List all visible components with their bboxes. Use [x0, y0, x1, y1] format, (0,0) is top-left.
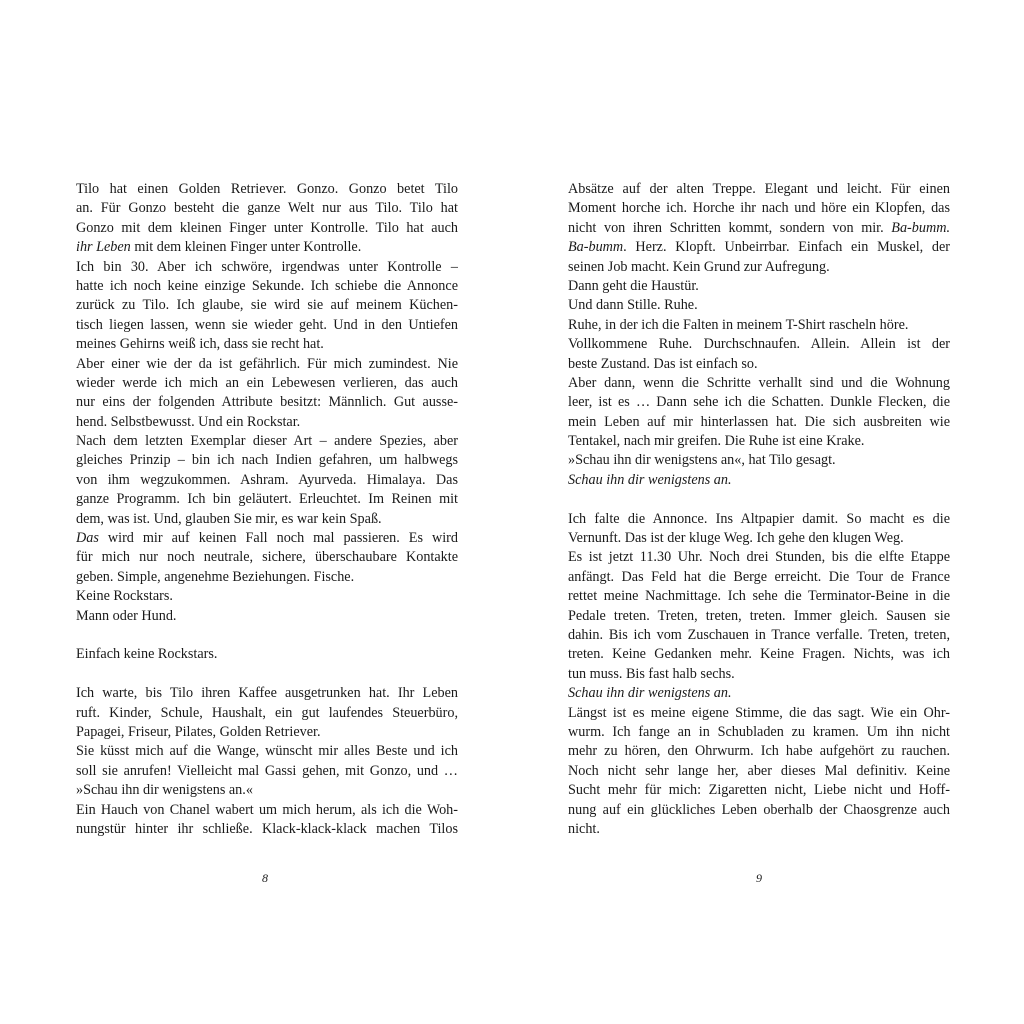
text-segment: nungstür hinter ihr schließe. Klack-klack-klack machen Tilos: [76, 820, 458, 837]
text-line: [568, 684, 950, 703]
text-segment: hend. Selbstbewusst. Und ein Rockstar.: [76, 413, 301, 430]
text-line: [76, 355, 458, 374]
text-line: [76, 742, 458, 761]
text-line: [568, 704, 950, 723]
text-line: [76, 296, 458, 315]
text-line: [76, 510, 458, 529]
text-line: [76, 258, 458, 277]
text-line: [568, 471, 950, 490]
text-segment: Ein Hauch von Chanel wabert um mich herum, als ich die Woh-: [76, 801, 458, 818]
blank-line: [568, 490, 950, 509]
text-segment: Sucht mehr für mich: Zigaretten nicht, Liebe nicht und Hoff-: [568, 782, 950, 799]
text-segment: leer, ist es … Dann sehe ich die Schatten. Dunkle Flecken, die: [568, 394, 950, 411]
text-segment: seinen Job macht. Kein Grund zur Aufregung.: [568, 258, 830, 275]
text-segment: ruft. Kinder, Schule, Haushalt, ein gut laufendes Steuerbüro,: [76, 704, 458, 721]
text-segment: Es ist jetzt 11.30 Uhr. Noch drei Stunden, bis die elfte Etappe: [568, 549, 950, 566]
left-page-number: 8: [262, 871, 268, 885]
text-segment: Ich bin 30. Aber ich schwöre, irgendwas unter Kontrolle –: [76, 258, 458, 275]
text-segment: Einfach keine Rockstars.: [76, 646, 218, 663]
text-segment: tisch liegen lassen, wenn sie wieder geht. Und in den Untiefen: [76, 316, 458, 333]
text-line: [568, 587, 950, 606]
text-line: [76, 529, 458, 548]
text-line: [76, 607, 458, 626]
text-line: [568, 355, 950, 374]
right-page-number: 9: [756, 871, 762, 885]
text-line: [568, 801, 950, 820]
text-segment: wieder werde ich mich an ein Lebewesen verlieren, das auch: [76, 374, 458, 391]
text-segment: ganze Programm. Ich bin geläutert. Erleuchtet. Im Reinen mit: [76, 491, 458, 508]
text-line: [568, 510, 950, 529]
text-segment: mehr zu hören, den Ohrwurm. Ich habe aufgehört zu rauchen.: [568, 743, 950, 760]
text-line: [76, 238, 458, 257]
text-line: [568, 451, 950, 470]
text-line: [76, 490, 458, 509]
text-segment: Moment horche ich. Horche ihr nach und höre ein Klopfen, das: [568, 200, 950, 217]
text-line: [568, 413, 950, 432]
text-line: [76, 781, 458, 800]
text-line: [76, 180, 458, 199]
text-line: [568, 607, 950, 626]
text-line: [76, 432, 458, 451]
text-segment: Nach dem letzten Exemplar dieser Art – andere Spezies, aber: [76, 433, 458, 450]
text-segment: . Herz. Klopft. Unbeirrbar. Einfach ein Muskel, der: [623, 239, 950, 256]
text-segment: Vollkommene Ruhe. Durchschnaufen. Allein. Allein ist der: [568, 336, 950, 353]
text-segment: anfängt. Das Feld hat die Berge erreicht. Die Tour de France: [568, 568, 950, 585]
blank-line: [76, 626, 458, 645]
text-segment: Pedale treten. Treten, treten, treten. Immer gleich. Sausen sie: [568, 607, 950, 624]
text-segment: Absätze auf der alten Treppe. Elegant und leicht. Für einen: [568, 181, 950, 197]
text-line: [568, 180, 950, 199]
text-line: [76, 587, 458, 606]
text-line: [568, 199, 950, 218]
italic-text: Ba-bumm.: [891, 219, 950, 236]
text-segment: soll sie anrufen! Vielleicht mal Gassi gehen, mit Gonzo, und …: [76, 762, 458, 779]
text-segment: Tilo hat einen Golden Retriever. Gonzo. Gonzo betet Tilo: [76, 181, 458, 197]
text-segment: beste Zustand. Das ist einfach so.: [568, 355, 758, 372]
text-segment: für mich nur noch neutrale, sichere, überschaubare Kontakte: [76, 549, 458, 566]
text-line: [76, 568, 458, 587]
text-segment: dem, was ist. Und, glauben Sie mir, es war kein Spaß.: [76, 510, 382, 527]
text-line: [76, 645, 458, 664]
text-line: [76, 723, 458, 742]
text-line: [568, 529, 950, 548]
text-line: [76, 316, 458, 335]
text-segment: »Schau ihn dir wenigstens an.«: [76, 782, 253, 799]
italic-text: Ba-bumm: [568, 239, 624, 256]
italic-text: Schau ihn dir wenigstens an.: [568, 685, 732, 702]
right-page-text: [568, 180, 950, 839]
text-segment: Aber dann, wenn die Schritte verhallt sind und die Wohnung: [568, 374, 950, 391]
text-segment: gleiches Prinzip – bin ich nach Indien gefahren, um halbwegs: [76, 452, 458, 469]
text-line: [76, 684, 458, 703]
text-line: [76, 801, 458, 820]
text-segment: an. Für Gonzo besteht die ganze Welt nur aus Tilo. Tilo hat: [76, 200, 458, 217]
text-segment: Ruhe, in der ich die Falten in meinem T-Shirt rascheln höre.: [568, 316, 909, 333]
text-line: [76, 762, 458, 781]
text-segment: Ich warte, bis Tilo ihren Kaffee ausgetrunken hat. Ihr Leben: [76, 685, 458, 702]
italic-text: ihr Leben: [76, 239, 131, 256]
text-line: [568, 374, 950, 393]
text-line: [568, 316, 950, 335]
text-segment: Sie küsst mich auf die Wange, wünscht mir alles Beste und ich: [76, 743, 458, 760]
text-segment: »Schau ihn dir wenigstens an«, hat Tilo gesagt.: [568, 452, 836, 469]
text-segment: Mann oder Hund.: [76, 607, 177, 624]
text-segment: dahin. Bis ich vom Zuschauen in Trance verfalle. Treten, treten,: [568, 626, 950, 643]
text-line: [76, 219, 458, 238]
text-segment: von ihm wegzukommen. Ashram. Ayurveda. Himalaya. Das: [76, 471, 458, 488]
text-line: [568, 393, 950, 412]
text-line: [76, 199, 458, 218]
text-line: [568, 568, 950, 587]
text-segment: nung auf ein glückliches Leben oberhalb der Chaosgrenze auch: [568, 801, 950, 818]
text-segment: Dann geht die Haustür.: [568, 277, 699, 294]
text-line: [568, 238, 950, 257]
blank-line: [76, 665, 458, 684]
text-segment: Noch nicht sehr lange her, aber dieses Mal definitiv. Keine: [568, 762, 950, 779]
text-line: [568, 723, 950, 742]
text-line: [568, 665, 950, 684]
text-segment: Papagei, Friseur, Pilates, Golden Retriever.: [76, 723, 321, 740]
text-segment: Tentakel, nach mir greifen. Die Ruhe ist eine Krake.: [568, 433, 865, 450]
text-line: [76, 471, 458, 490]
text-segment: Vernunft. Das ist der kluge Weg. Ich gehe den klugen Weg.: [568, 530, 904, 547]
text-line: [568, 626, 950, 645]
text-segment: zurück zu Tilo. Ich glaube, sie wird sie auf meinem Küchen-: [76, 297, 458, 314]
text-segment: hatte ich noch keine einzige Sekunde. Ich schiebe die Annonce: [76, 277, 458, 294]
text-line: [568, 258, 950, 277]
text-line: [568, 277, 950, 296]
text-segment: geben. Simple, angenehme Beziehungen. Fische.: [76, 568, 355, 585]
text-line: [76, 277, 458, 296]
text-segment: wurm. Ich fange an in Schubladen zu kramen. Um ihn nicht: [568, 723, 950, 740]
text-segment: tun muss. Bis fast halb sechs.: [568, 665, 735, 682]
text-segment: Ich falte die Annonce. Ins Altpapier damit. So macht es die: [568, 510, 950, 527]
text-segment: Gonzo mit dem kleinen Finger unter Kontrolle. Tilo hat auch: [76, 219, 458, 236]
text-line: [76, 704, 458, 723]
text-line: [568, 742, 950, 761]
text-segment: Keine Rockstars.: [76, 588, 173, 605]
text-segment: nicht von ihren Schritten kommt, sondern von mir.: [568, 219, 892, 236]
text-line: [568, 219, 950, 238]
text-line: [568, 781, 950, 800]
text-line: [568, 335, 950, 354]
text-segment: Aber einer wie der da ist gefährlich. Für mich zumindest. Nie: [76, 355, 458, 372]
text-line: [568, 645, 950, 664]
text-line: [76, 374, 458, 393]
text-segment: treten. Keine Gedanken mehr. Keine Fragen. Nichts, was ich: [568, 646, 950, 663]
text-line: [76, 820, 458, 839]
text-line: [568, 548, 950, 567]
text-segment: Und dann Stille. Ruhe.: [568, 297, 698, 314]
text-segment: nur eins der folgenden Attribute besitzt: Männlich. Gut ausse-: [76, 394, 458, 411]
text-segment: mein Leben auf mir hinterlassen hat. Die sich ausbreiten wie: [568, 413, 950, 430]
italic-text: Schau ihn dir wenigstens an.: [568, 471, 732, 488]
text-segment: rettet meine Nachmittage. Ich sehe die Terminator-Beine in die: [568, 588, 950, 605]
text-line: [568, 820, 950, 839]
text-segment: Längst ist es meine eigene Stimme, die das sagt. Wie ein Ohr-: [568, 704, 950, 721]
left-page-text: [76, 180, 458, 839]
text-line: [568, 432, 950, 451]
text-segment: mit dem kleinen Finger unter Kontrolle.: [130, 239, 362, 256]
text-line: [568, 296, 950, 315]
text-line: [76, 451, 458, 470]
text-line: [76, 413, 458, 432]
text-segment: meines Gehirns weiß ich, dass sie recht hat.: [76, 336, 324, 353]
italic-text: Das: [76, 530, 99, 547]
text-segment: wird mir auf keinen Fall noch mal passieren. Es wird: [98, 530, 458, 547]
text-line: [76, 393, 458, 412]
text-segment: nicht.: [568, 820, 600, 837]
text-line: [568, 762, 950, 781]
text-line: [76, 548, 458, 567]
text-line: [76, 335, 458, 354]
